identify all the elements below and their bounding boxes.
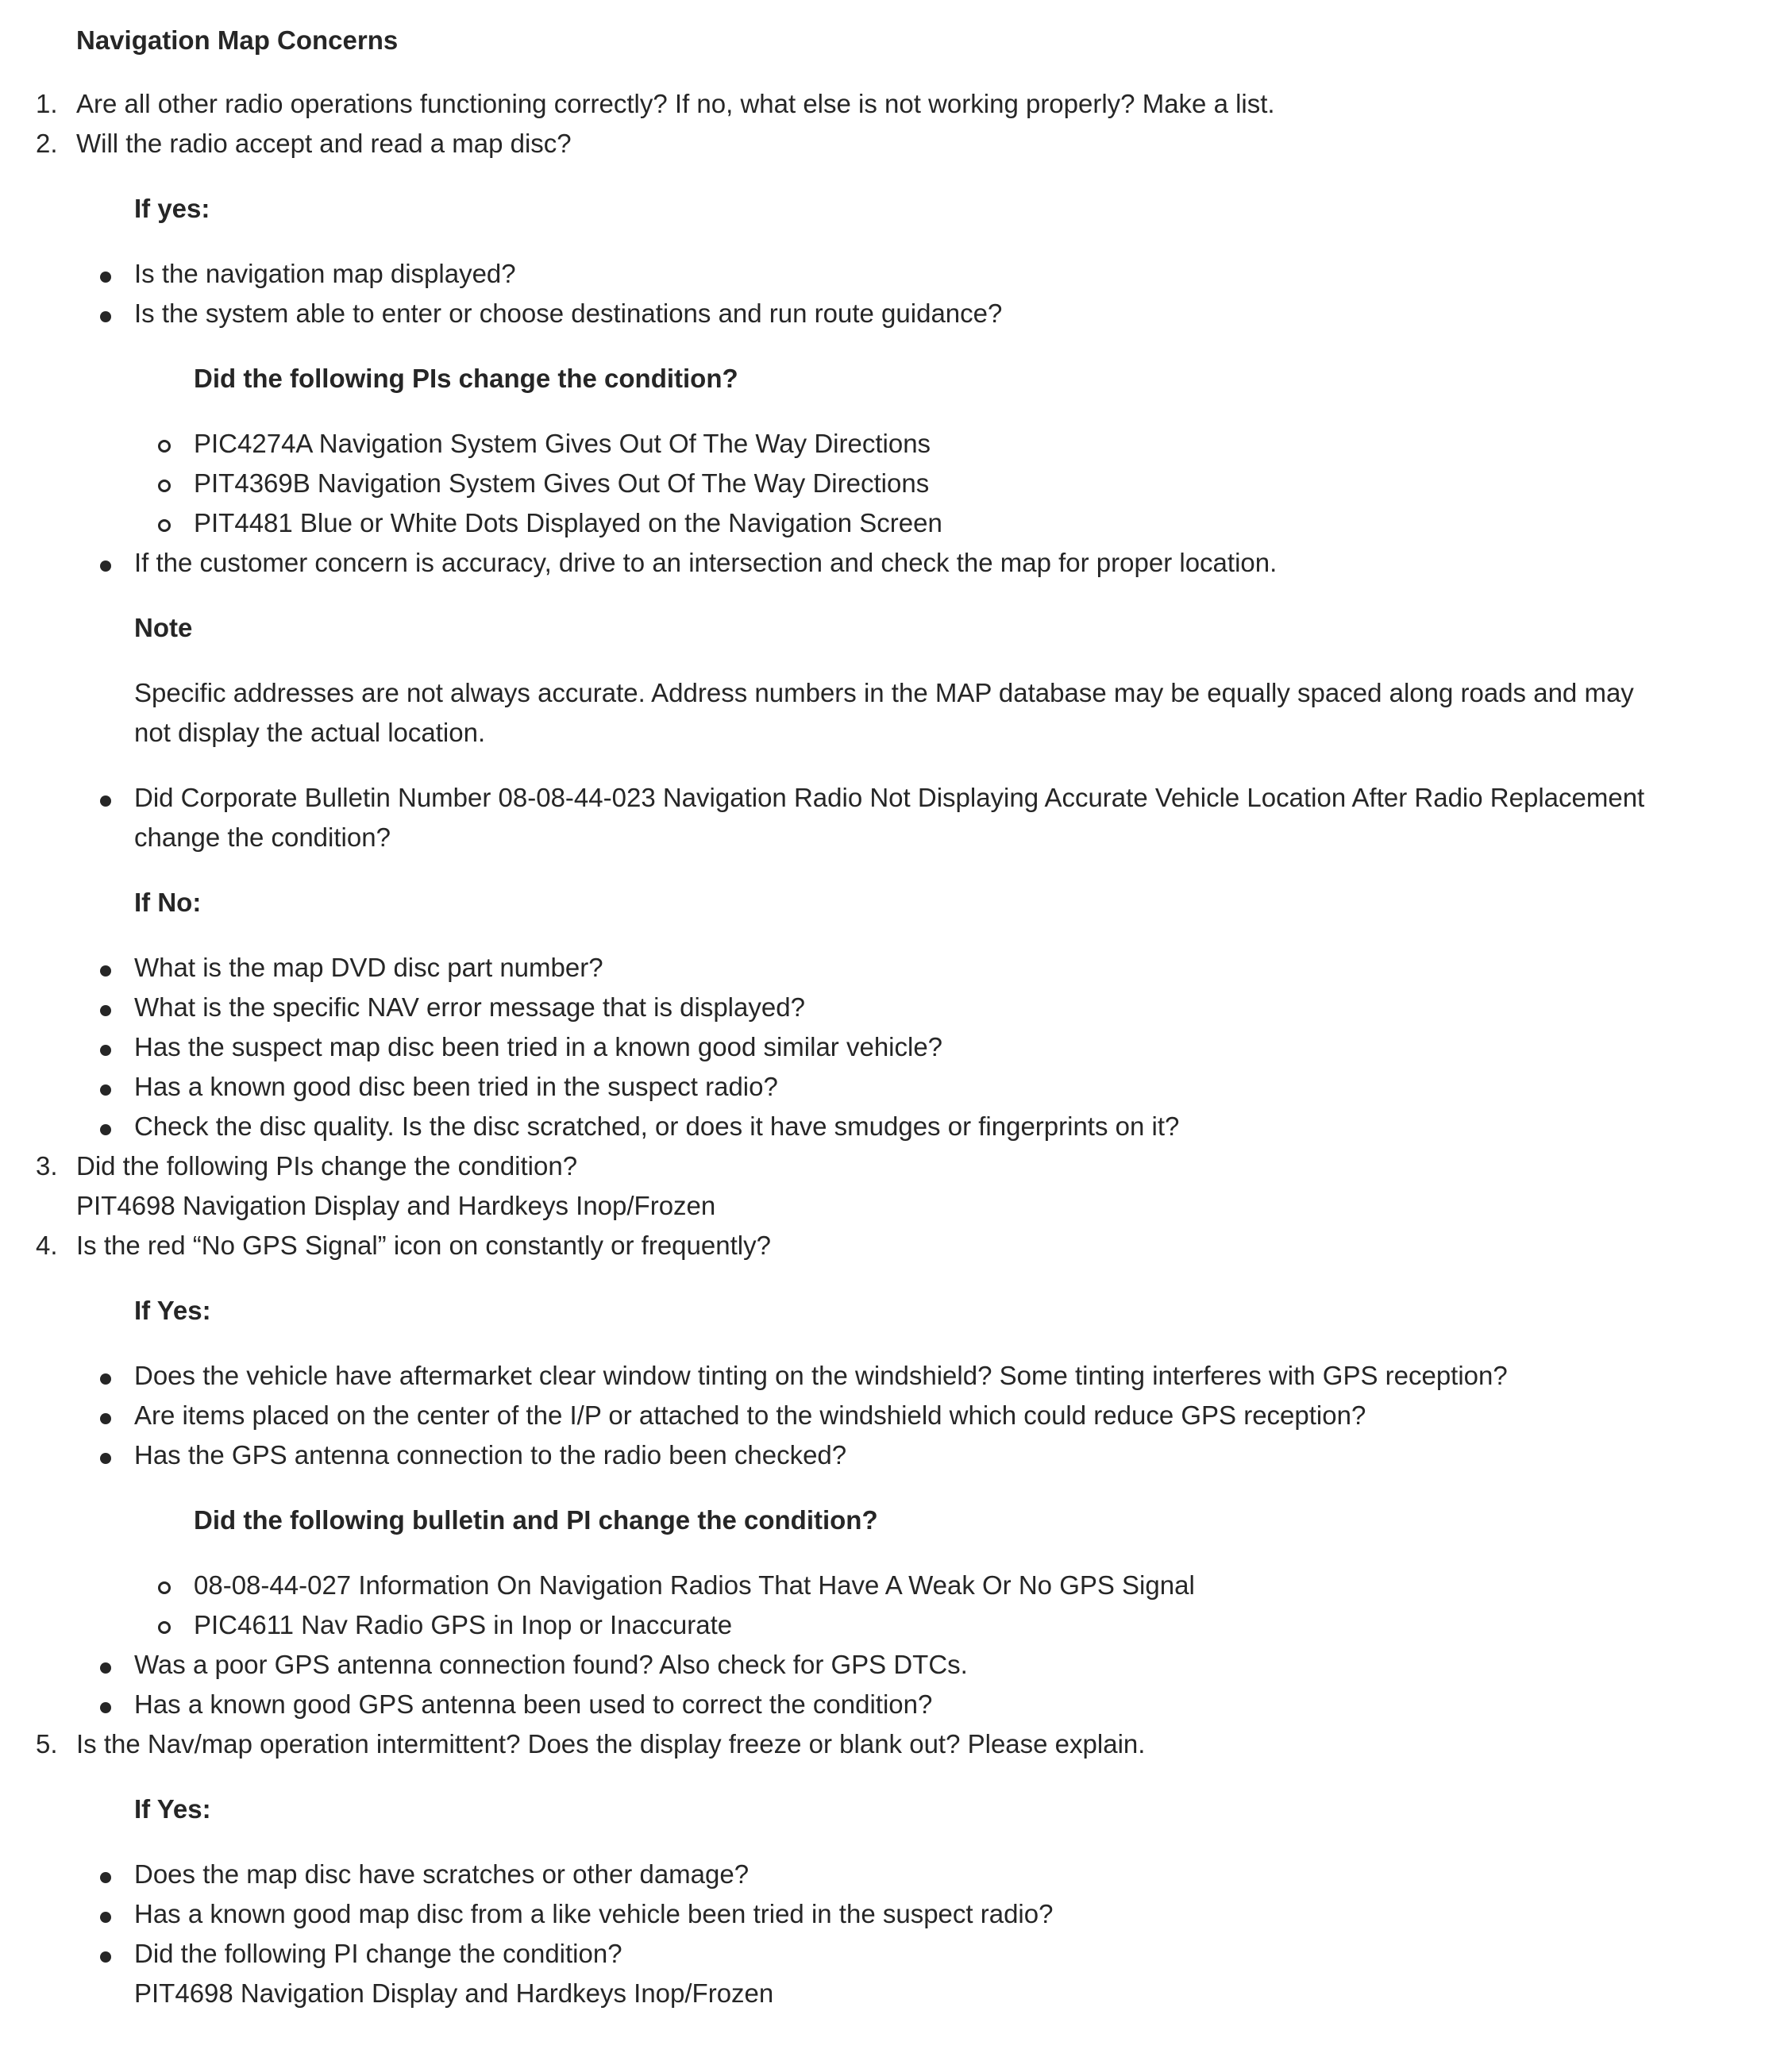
list-item-text: PIC4274A Navigation System Gives Out Of The Way Directions xyxy=(194,429,931,458)
section-heading: If No: xyxy=(134,888,202,917)
list-item-text: 08-08-44-027 Information On Navigation Radios That Have A Weak Or No GPS Signal xyxy=(194,1570,1195,1600)
list-item-text: Has the GPS antenna connection to the radio been checked? xyxy=(134,1440,847,1470)
bullet-icon xyxy=(100,1855,134,1894)
bullet-item xyxy=(0,1934,1768,2013)
list-number: 5. xyxy=(36,1729,58,1759)
bullet-item xyxy=(0,254,1768,294)
bullet-icon xyxy=(100,1894,134,1934)
bullet-icon xyxy=(100,1107,134,1146)
bullet-item xyxy=(0,1685,1768,1724)
bullet-item xyxy=(0,988,1768,1027)
bullet-item xyxy=(0,1107,1768,1146)
list-item-text: Is the red “No GPS Signal” icon on constantly or frequently? xyxy=(76,1231,771,1260)
numbered-item xyxy=(0,124,1768,164)
section-heading: If Yes: xyxy=(134,1296,211,1325)
list-item-text: Are all other radio operations functioning correctly? If no, what else is not working properly? Make a list. xyxy=(76,89,1275,118)
circle-icon xyxy=(158,1566,194,1605)
bullet-icon xyxy=(100,543,134,583)
circle-icon xyxy=(158,424,194,464)
list-item-text: PIT4481 Blue or White Dots Displayed on the Navigation Screen xyxy=(194,508,942,537)
list-item-text: Has the suspect map disc been tried in a known good similar vehicle? xyxy=(134,1032,943,1061)
bullet-item xyxy=(0,948,1768,988)
list-item-text: Check the disc quality. Is the disc scratched, or does it have smudges or fingerprints on it? xyxy=(134,1111,1180,1141)
bullet-icon xyxy=(100,1067,134,1107)
bullet-icon xyxy=(100,1435,134,1475)
list-item-text: Did the following PI change the condition? xyxy=(134,1939,622,1968)
bullet-item xyxy=(0,778,1768,857)
list-item-text: Has a known good disc been tried in the suspect radio? xyxy=(134,1072,778,1101)
list-item-text: Does the vehicle have aftermarket clear window tinting on the windshield? Some tinting interferes with GPS reception? xyxy=(134,1361,1508,1390)
list-item-text: Is the navigation map displayed? xyxy=(134,259,516,288)
list-item-text: Will the radio accept and read a map disc? xyxy=(76,129,572,158)
bullet-icon xyxy=(100,988,134,1027)
doc-title: Navigation Map Concerns xyxy=(76,25,399,55)
bullet-icon xyxy=(100,1396,134,1435)
bullet-item xyxy=(0,543,1768,583)
circle-sub-item xyxy=(0,424,1768,464)
bullet-item xyxy=(0,1645,1768,1685)
list-item-text: Has a known good GPS antenna been used to correct the condition? xyxy=(134,1689,933,1719)
bullet-icon xyxy=(100,1027,134,1067)
numbered-item xyxy=(0,1146,1768,1226)
circle-sub-item xyxy=(0,1605,1768,1645)
circle-icon xyxy=(158,1605,194,1645)
circle-icon xyxy=(158,464,194,503)
bullet-item xyxy=(0,1894,1768,1934)
list-item-text: Has a known good map disc from a like vehicle been tried in the suspect radio? xyxy=(134,1899,1054,1928)
list-item-text: PIC4611 Nav Radio GPS in Inop or Inaccurate xyxy=(194,1610,733,1639)
numbered-item xyxy=(0,1724,1768,1764)
list-item-text: Does the map disc have scratches or other damage? xyxy=(134,1859,750,1889)
numbered-item xyxy=(0,84,1768,124)
list-item-text: Did the following PIs change the condition? xyxy=(76,1151,578,1181)
circle-icon xyxy=(158,503,194,543)
list-item-text: What is the specific NAV error message that is displayed? xyxy=(134,992,805,1022)
list-number: 3. xyxy=(36,1151,58,1181)
numbered-item xyxy=(0,1226,1768,1265)
bullet-icon xyxy=(100,1685,134,1724)
list-item-text: Was a poor GPS antenna connection found? Also check for GPS DTCs. xyxy=(134,1650,968,1679)
bullet-item xyxy=(0,294,1768,333)
section-heading: If yes: xyxy=(134,194,210,223)
bullet-icon xyxy=(100,1645,134,1685)
bullet-item xyxy=(0,1855,1768,1894)
list-item-text: Are items placed on the center of the I/P or attached to the windshield which could reduce GPS reception? xyxy=(134,1400,1366,1430)
bullet-icon xyxy=(100,1356,134,1396)
bullet-item xyxy=(0,1027,1768,1067)
list-item-text: Did Corporate Bulletin Number 08-08-44-023 Navigation Radio Not Displaying Accurate Vehicle Location After Radio Replacement change the condition? xyxy=(134,783,1645,852)
circle-sub-item xyxy=(0,503,1768,543)
section-heading: Did the following bulletin and PI change the condition? xyxy=(194,1505,878,1535)
document-body xyxy=(0,21,1768,2013)
bullet-icon xyxy=(100,254,134,294)
list-number: 1. xyxy=(36,89,58,118)
bullet-icon xyxy=(100,778,134,818)
circle-sub-item xyxy=(0,1566,1768,1605)
bullet-item xyxy=(0,1396,1768,1435)
list-item-text: Is the system able to enter or choose destinations and run route guidance? xyxy=(134,299,1003,328)
list-item-text: What is the map DVD disc part number? xyxy=(134,953,603,982)
continuation-line: PIT4698 Navigation Display and Hardkeys Inop/Frozen xyxy=(76,1191,716,1220)
list-item-text: PIT4369B Navigation System Gives Out Of The Way Directions xyxy=(194,468,930,498)
list-number: 4. xyxy=(36,1231,58,1260)
section-heading: Did the following PIs change the condition? xyxy=(194,364,738,393)
bullet-item xyxy=(0,1356,1768,1396)
list-item-text: Is the Nav/map operation intermittent? Does the display freeze or blank out? Please explain. xyxy=(76,1729,1146,1759)
list-item-text: If the customer concern is accuracy, drive to an intersection and check the map for proper location. xyxy=(134,548,1278,577)
continuation-line: PIT4698 Navigation Display and Hardkeys Inop/Frozen xyxy=(134,1978,774,2008)
note-paragraph: Specific addresses are not always accurate. Address numbers in the MAP database may be equally spaced along roads and may not display the actual location. xyxy=(134,678,1634,747)
circle-sub-item xyxy=(0,464,1768,503)
bullet-item xyxy=(0,1067,1768,1107)
bullet-icon xyxy=(100,1934,134,1974)
bullet-icon xyxy=(100,294,134,333)
section-heading: Note xyxy=(134,613,193,642)
bullet-item xyxy=(0,1435,1768,1475)
bullet-icon xyxy=(100,948,134,988)
list-number: 2. xyxy=(36,129,58,158)
section-heading: If Yes: xyxy=(134,1794,211,1824)
